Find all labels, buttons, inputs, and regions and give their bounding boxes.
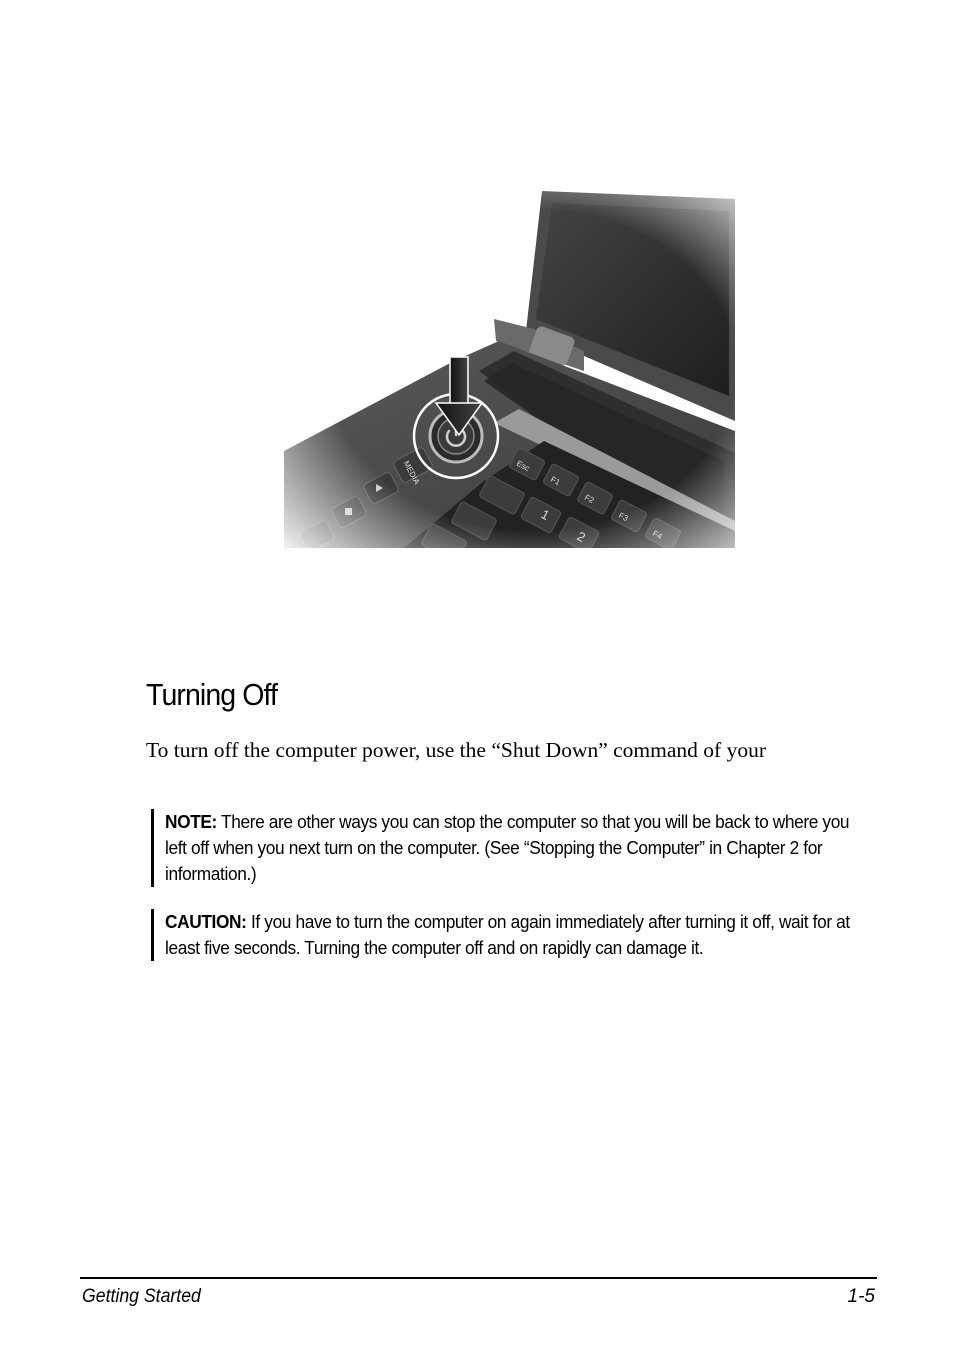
caution-text: If you have to turn the computer on again immediately after turning it off, wait for at least five seconds. Turning the computer off and on rapidly can damage it. xyxy=(165,911,850,958)
footer-chapter: Getting Started xyxy=(82,1286,201,1307)
laptop-power-button-illustration xyxy=(284,191,735,548)
section-heading: Turning Off xyxy=(146,677,277,712)
footer-page-number: 1-5 xyxy=(847,1286,875,1307)
note-text: There are other ways you can stop the computer so that you will be back to where you left off when you next turn on the computer. (See “Stopping the Computer” in Chapter 2 for information.) xyxy=(165,811,850,884)
laptop-illustration-svg xyxy=(284,191,735,548)
note-callout xyxy=(151,809,877,887)
caution-label: CAUTION: xyxy=(165,911,247,932)
body-paragraph: To turn off the computer power, use the “Shut Down” command of your xyxy=(146,738,766,762)
caution-callout xyxy=(151,909,877,961)
note-label: NOTE: xyxy=(165,811,217,832)
page-footer xyxy=(80,1277,877,1307)
